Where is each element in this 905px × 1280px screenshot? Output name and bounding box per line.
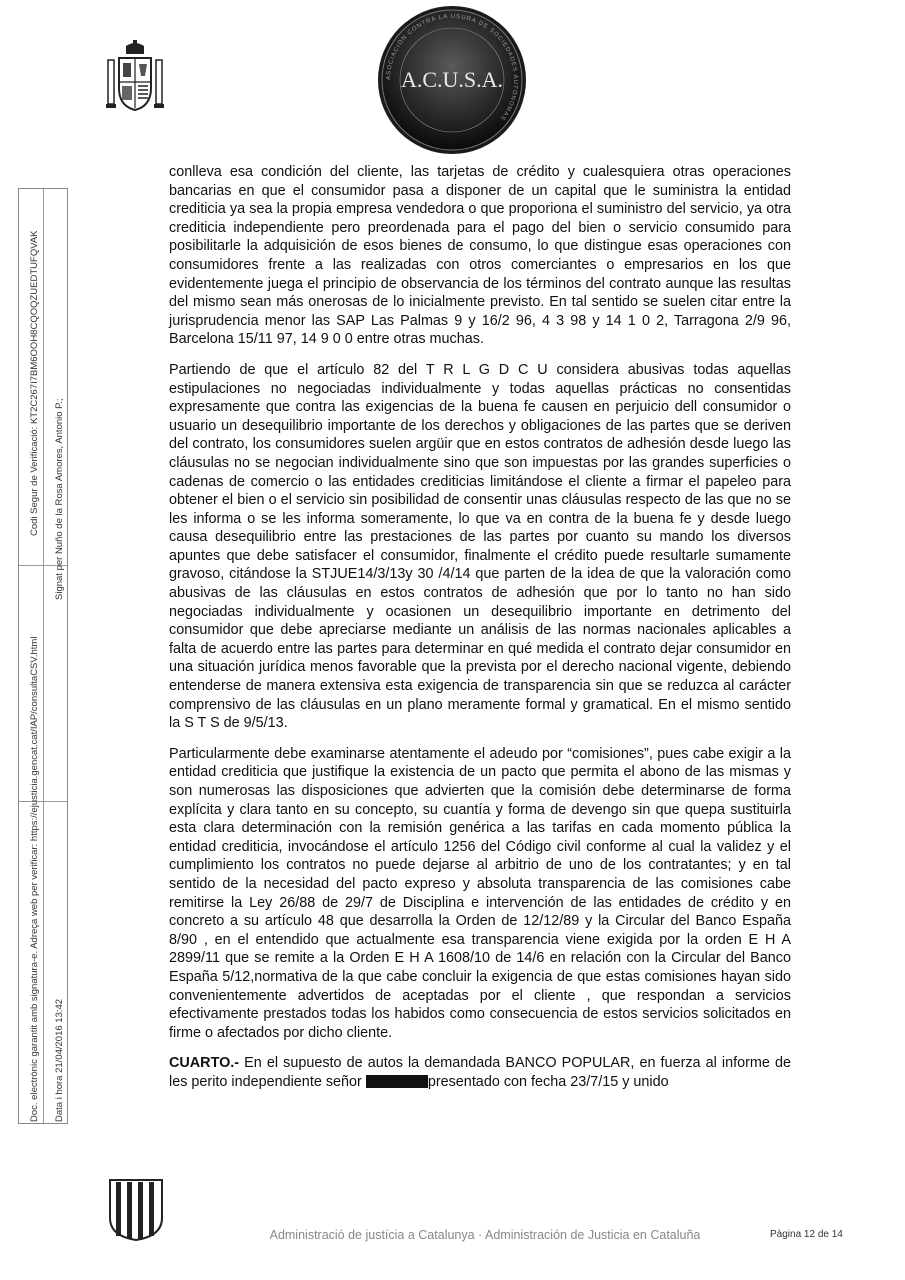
acusa-logo xyxy=(376,4,528,156)
spanish-coat-of-arms-icon xyxy=(106,40,164,114)
paragraph: Partiendo de que el artículo 82 del T R L G D C U considera abusivas todas aquellas estipulaciones no negociadas individualmente y todas aquellas prácticas no consentidas expresamente que contra las exigencias de la buena fe causen en perjuicio dell consumidor o usuario un desequilibrio importante de los derechos y obligaciones de las partes que se deriven del contrato, los consumidores suelen argüir que en estos contratos de adhesión desde luego las cláusulas no se negocian individualmente sino que son impuestas por las grandes superficies o cadenas de comercio o las entidades crediticias limitándose el cliente a firmar el papeleo para obtener el bien o el servicio sin posibilidad de consentir unas cláusulas respecto de las que no se les informa o se les informa someramente, lo que va en contra de la buena fe y desde luego causa desequilibrio entre las prestaciones de las partes por cuanto su mando los diversos apuntes que debe satisfacer el consumidor, finalmente el crédito puede resultarle sumamente gravoso, citándose la STJUE14/3/13y 30 /4/14 que parten de la idea de que la valoración como abusivas de las cláusulas en estos contratos de adhesión que por lo tanto no han sido negociadas individualmente y ocasionen un desequilibrio importante en detrimento del consumidor que debe apreciarse mediante un análisis de las normas nacionales aplicables a falta de acuerdo entre las partes para determinar en qué medida el contrato dejar consumidor en una situación jurídica menos favorable que la prevista por el derecho nacional vigente, debiendo entenderse de manera extensiva esta exigencia de transparencia sin que se reduzca al carácter comprensivo de las cláusulas en un plano meramente formal y gramatical. En el mismo sentido la S T S de 9/5/13. xyxy=(169,361,791,732)
logo-ring-text: ASOCIACIÓN CONTRA LA USURA DE SOCIEDADES AUTÓNOMAS xyxy=(385,13,519,122)
page-number: Pàgina 12 de 14 xyxy=(770,1229,843,1240)
signature-date-text: Data i hora 21/04/2016 13:42 xyxy=(54,998,65,1122)
paragraph: Particularmente debe examinarse atentamente el adeudo por “comisiones”, pues cabe exigir a la entidad crediticia que justifique la existencia de un pacto que permita el abono de las mismas y son numerosas las disposiciones que advierten que la comisión debe determinarse de forma explícita y clara tanto en su concepto, su cuantía y forma de devengo sin que quepa sustituirla esta clara determinación con la remisión genérica a las tarifas en cada momento pública la entidad crediticia, invocándose el artículo 1256 del Código civil conforme al cual la validez y el cumplimiento los contratos no puede dejarse al arbitrio de uno de los contratantes; y en tal sentido de la necesidad del pacto expreso y absoluta transparencia de las comisiones cabe remitirse la Ley 26/88 de 29/7 de Disciplina e intervención de las entidades de crédito y en concreto a su artículo 48 que desarrolla la Orden de 12/12/89 y la Circular del Banco España 8/90 , en el entendido que actualmente esa transparencia viene exigida por la orden E H A 2899/11 que se remite a la Orden E H A 1608/10 de 14/6 en relación con la Circular del Banco España 5/12,normativa de la que cabe concluir la exigencia de que estas comisiones hayan sido convenientemente advertidos de aceptadas por el cliente , que respondan a servicios efectivamente prestados todas los habidos como consecuencia de estos servicios solicitados en firme o afectados por dicho cliente. xyxy=(169,745,791,1041)
catalonia-emblem-icon xyxy=(108,1178,164,1242)
document-body xyxy=(169,163,791,1104)
verification-sidebar xyxy=(18,188,68,1124)
footer-text: Administració de justícia a Catalunya · Administración de Justicia en Cataluña xyxy=(269,1228,701,1242)
signer-text: Signat per Nuño de la Rosa Amores, Antonio P.; xyxy=(54,398,65,600)
paragraph: conlleva esa condición del cliente, las tarjetas de crédito y cualesquiera otras operaciones bancarias en que el consumidor pasa a disponer de un capital que le suministra la entidad crediticia ya sea la propia empresa vendedora o que proporiona el suministro del servicio, ya otra crediticia independiente pero preordenada para el pago del bien o servicio consumido para posibilitarle la adquisición de esos bienes de consumo, lo que distingue esas operaciones con consumidores frente a las realizadas con otros comerciantes o empresarios en los que evidentemente juega el principio de observancia de los términos del contrato aunque las resultas del mismo sean más onerosas de lo inicialmente previsto. En tal sentido se suelen citar entre la jurisprudencia menor las SAP Las Palmas 9 y 16/2 96, 4 3 98 y 14 1 0 2, Tarragona 2/9 96, Barcelona 15/11 97, 14 9 0 0 entre otras muchas. xyxy=(169,164,791,348)
doc-verification-text: Doc. electrònic garantit amb signatura-e. Adreça web per verificar: https://ejusticia.gencat.cat/IAP/consultaCSV.html xyxy=(29,636,40,1122)
section-heading: CUARTO.- xyxy=(169,1055,240,1072)
redaction-bar xyxy=(366,1075,428,1088)
logo-text: A.C.U.S.A. xyxy=(400,67,504,92)
paragraph-cuarto: CUARTO.- En el supuesto de autos la demandada BANCO POPULAR, en fuerza al informe de les perito independiente señor presentado con fecha 23/7/15 y unido xyxy=(169,1055,791,1090)
csv-code-text: Codi Segur de Verificació: KT2C267I7BM6OOH8CQOQZUEDTUFQVAK xyxy=(29,230,40,536)
